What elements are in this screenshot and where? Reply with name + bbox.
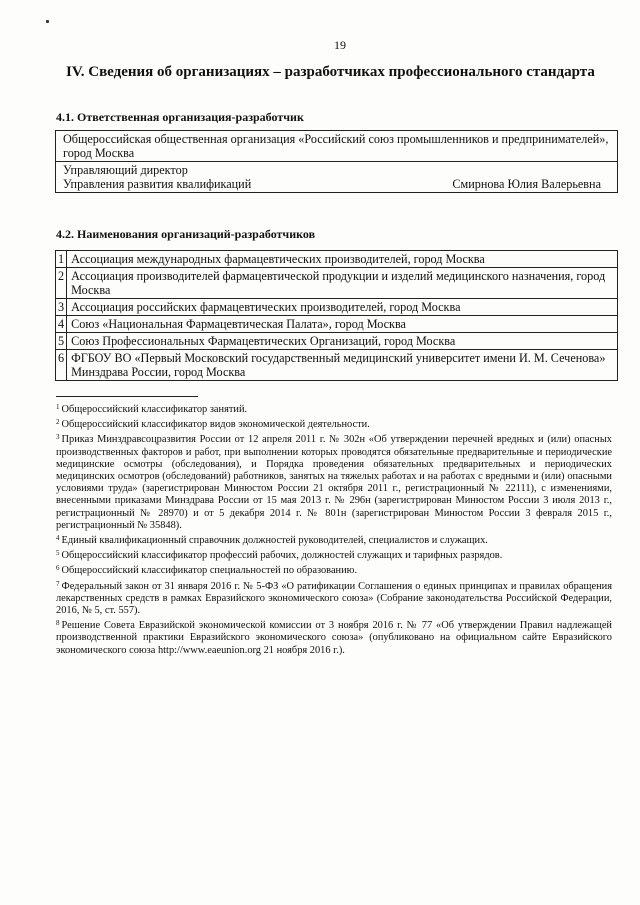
row-number: 1 [56,251,67,268]
footnote-number: 6 [56,564,60,573]
row-number: 3 [56,299,67,316]
footnote-divider [56,396,198,397]
page-number: 19 [334,38,346,52]
footnote-number: 8 [56,619,60,628]
table-row [56,316,618,333]
row-number: 6 [56,350,67,381]
responsible-org-table [55,130,618,193]
table-row [56,333,618,350]
table-row [56,251,618,268]
footnote-number: 3 [56,433,60,442]
table-row [56,268,618,299]
table-row [56,350,618,381]
footnote-text: Приказ Минздравсоцразвития России от 12 апреля 2011 г. № 302н «Об утверждении перечней вредных и (или) опасных производственных факторов и работ, при выполнении которых проводятся обязательные предварительные и периодические медицинские осмотры (обследования), и Порядка проведения обязательных предварительных и периодических медицинских осмотров (обследований) работников, занятых на тяжелых работах и на работах с вредными и (или) опасными условиями труда» (зарегистрирован Минюстом России 21 октября 2011 г., регистрационный № 22111), с изменениями, внесенными приказами Минздрава России от 15 мая 2013 г. № 296н (зарегистрирован Минюстом России 3 июля 2013 г., регистрационный № 28970) и от 5 декабря 2014 г. № 801н (зарегистрирован Минюстом России 3 февраля 2015 г., регистрационный № 35848). [56,434,612,531]
section-title: IV. Сведения об организациях – разработчиках профессионального стандарта [66,64,595,80]
org-name: Союз Профессиональных Фармацевтических Организаций, город Москва [67,333,618,350]
footnote [56,431,612,532]
footnote-text: Общероссийский классификатор занятий. [61,404,248,415]
row-number: 4 [56,316,67,333]
scan-artifact [46,20,49,23]
footnote [56,562,612,577]
org-name: Ассоциация производителей фармацевтической продукции и изделий медицинского назначения, город Москва [67,268,618,299]
table-row [56,299,618,316]
footnote-text: Общероссийский классификатор видов экономической деятельности. [61,419,370,431]
position-row [56,162,618,193]
footnote-text: Общероссийский классификатор специальностей по образованию. [61,565,358,577]
row-number: 2 [56,268,67,299]
footnote-number: 5 [56,549,60,558]
footnote [56,547,612,562]
subsection-heading-responsible: 4.1. Ответственная организация-разработчик [56,110,304,124]
footnote-number: 1 [56,403,60,411]
org-name: ФГБОУ ВО «Первый Московский государственный медицинский университет имени И. М. Сеченова» Минздрава России, город Москва [67,350,618,381]
org-name: Союз «Национальная Фармацевтическая Палата», город Москва [67,316,618,333]
footnote-text: Общероссийский классификатор профессий рабочих, должностей служащих и тарифных разрядов. [61,550,503,562]
org-name: Ассоциация международных фармацевтических производителей, город Москва [67,251,618,268]
position-line-2: Управления развития квалификаций [63,177,252,191]
footnote-text: Решение Совета Евразийской экономической комиссии от 3 ноября 2016 г. № 77 «Об утверждении Правил надлежащей производственной практики Евразийского экономического союза» (опубликовано на официальном сайте Евразийского экономического союза http://www.eaeunion.org 21 ноября 2016 г.). [56,620,612,656]
org-name-cell: Общероссийская общественная организация «Российский союз промышленников и предпринимателей», город Москва [56,131,618,162]
footnote [56,532,612,547]
footnote-text: Федеральный закон от 31 января 2016 г. № 5-ФЗ «О ратификации Соглашения о единых принципах и правилах обращения лекарственных средств в рамках Евразийского экономического союза» (Собрание законодательства Российской Федерации, 2016, № 5, ст. 557). [56,580,612,617]
footnote-text: Единый квалификационный справочник должностей руководителей, специалистов и служащих. [61,535,488,547]
org-name: Ассоциация российских фармацевтических производителей, город Москва [67,299,618,316]
position-line-2-wrap [63,177,613,191]
footnote [56,578,612,618]
footnotes [56,401,612,657]
footnote-number: 2 [56,418,60,427]
org-name-row [56,131,618,162]
footnote [56,401,612,416]
footnote-number: 4 [56,534,60,543]
footnote [56,416,612,431]
position-line-1: Управляющий директор [63,163,188,177]
person-name: Смирнова Юлия Валерьевна [452,177,601,191]
footnote [56,617,612,657]
footnote-number: 7 [56,579,60,588]
row-number: 5 [56,333,67,350]
position-cell [56,162,618,193]
developers-table [55,250,618,381]
subsection-heading-developers: 4.2. Наименования организаций-разработчиков [56,227,316,241]
